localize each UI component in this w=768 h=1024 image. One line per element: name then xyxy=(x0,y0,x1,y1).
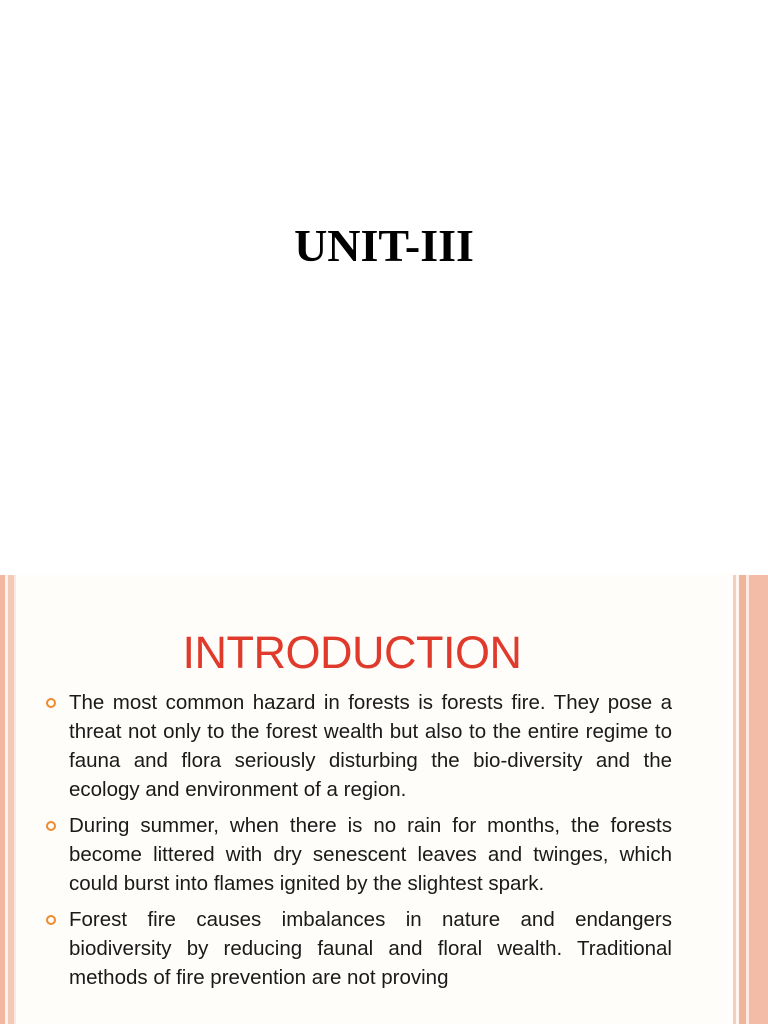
bullet-item xyxy=(44,688,672,804)
right-border-stripe xyxy=(749,575,768,1024)
ring-bullet-icon xyxy=(46,915,56,925)
bullet-text: The most common hazard in forests is forests fire. They pose a threat not only to the forest wealth but also to the entire regime to fauna and flora seriously disturbing the bio-diversity and the ecology and environment of a region. xyxy=(69,691,672,801)
bullet-text: During summer, when there is no rain for months, the forests become littered with dry senescent leaves and twinges, which could burst into flames ignited by the slightest spark. xyxy=(69,814,672,895)
right-border-stripe xyxy=(739,575,746,1024)
bullet-list xyxy=(44,688,672,999)
unit-heading: UNIT-III xyxy=(294,220,474,271)
slide-title: INTRODUCTION xyxy=(182,627,522,678)
bullet-item xyxy=(44,905,672,992)
bullet-item xyxy=(44,811,672,898)
ring-bullet-icon xyxy=(46,698,56,708)
bullet-text: Forest fire causes imbalances in nature and endangers biodiversity by reducing faunal and floral wealth. Traditional methods of fire prevention are not proving xyxy=(69,908,672,989)
introduction-slide xyxy=(0,575,768,1024)
ring-bullet-icon xyxy=(46,821,56,831)
